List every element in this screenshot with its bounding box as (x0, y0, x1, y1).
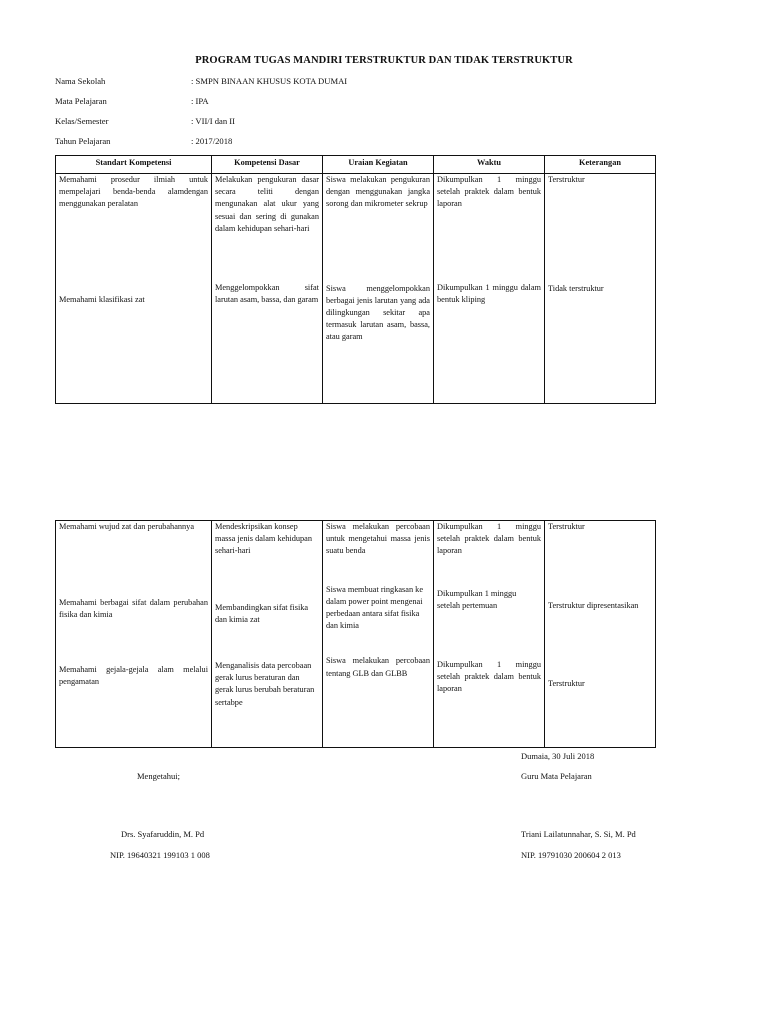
meta-value: : SMPN BINAAN KHUSUS KOTA DUMAI (191, 76, 348, 86)
meta-label: Mata Pelajaran (55, 96, 107, 106)
meta-label: Kelas/Semester (55, 116, 109, 126)
header-waktu: Waktu (434, 156, 545, 174)
cell-text: Siswa menggelompokkan berbagai jenis larutan yang ada dilingkungan sekitar apa termasuk larutan asam, bassa, atau garam (326, 283, 430, 342)
meta-value: : IPA (191, 96, 209, 106)
table-cell (212, 174, 323, 404)
cell-text: Tidak terstruktur (548, 284, 604, 294)
tasks-table-part-2 (55, 520, 656, 748)
cell-text: Memahami berbagai sifat dalam perubahan fisika dan kimia (59, 598, 208, 620)
cell-text: Siswa melakukan percobaan tentang GLB dan GLBB (326, 656, 430, 678)
document-title: PROGRAM TUGAS MANDIRI TERSTRUKTUR DAN TIDAK TERSTRUKTUR (195, 55, 573, 66)
table-row (56, 174, 656, 404)
cell-text: Memahami klasifikasi zat (59, 294, 145, 304)
cell-text: Menggelompokkan sifat larutan asam, bassa, dan garam (215, 283, 319, 305)
cell-text: Siswa membuat ringkasan ke dalam power point mengenai perbedaan antara sifat fisika dan kimia (326, 584, 424, 631)
cell-text: Mendeskripsikan konsep massa jenis dalam kehidupan sehari-hari (215, 522, 313, 556)
cell-text: Menganalisis data percobaan gerak lurus beraturan dan gerak lurus berubah beraturan sertabpe (215, 661, 315, 707)
cell-text: Terstruktur (548, 175, 585, 184)
cell-text: Memahami gejala-gejala alam melalui pengamatan (59, 664, 208, 686)
cell-text: Memahami prosedur ilmiah untuk mempelajari benda-benda alamdengan menggunakan peralatan (59, 175, 208, 209)
table-cell (323, 174, 434, 404)
cell-text: Dikumpulkan 1 minggu setelah praktek dalam bentuk laporan (437, 175, 541, 209)
cell-text: Siswa melakukan pengukuran dengan menggunakan jangka sorong dan mikrometer sekrup (326, 175, 430, 209)
cell-text: Dikumpulkan 1 minggu dalam bentuk kliping (437, 282, 541, 304)
tasks-table-part-1 (55, 155, 656, 404)
cell-text: Melakukan pengukuran dasar secara teliti dengan mengunakan alat ukur yang sesuai dan sering di gunakan dalam kehidupan sehari-hari (215, 175, 319, 233)
right-signatory-nip: NIP. 19791030 200604 2 013 (521, 850, 621, 860)
table-cell (434, 521, 545, 748)
table-cell (545, 174, 656, 404)
cell-text: Membandingkan sifat fisika dan kimia zat (215, 602, 309, 624)
table-cell (434, 174, 545, 404)
left-signature-caption: Mengetahui; (137, 771, 180, 781)
cell-text: Siswa melakukan percobaan untuk mengetahui massa jenis suatu benda (326, 522, 430, 556)
cell-text: Dikumpulkan 1 minggu setelah praktek dalam bentuk laporan (437, 522, 541, 556)
left-signatory-nip: NIP. 19640321 199103 1 008 (110, 850, 210, 860)
header-uraian-kegiatan: Uraian Kegiatan (323, 156, 434, 174)
right-signatory-name: Triani Lailatunnahar, S. Si, M. Pd (521, 829, 636, 839)
right-signature-caption: Guru Mata Pelajaran (521, 771, 592, 781)
cell-text: Terstruktur dipresentasikan (548, 601, 639, 611)
table-row (56, 521, 656, 748)
table-header-row (56, 156, 656, 174)
cell-text: Memahami wujud zat dan perubahannya (59, 522, 195, 531)
cell-text: Terstruktur (548, 679, 585, 689)
table-cell (56, 521, 212, 748)
meta-label: Nama Sekolah (55, 76, 106, 86)
cell-text: Terstruktur (548, 522, 585, 531)
meta-label: Tahun Pelajaran (55, 136, 111, 146)
table-cell (545, 521, 656, 748)
meta-value: : VII/I dan II (191, 116, 235, 126)
table-cell (212, 521, 323, 748)
left-signatory-name: Drs. Syafaruddin, M. Pd (121, 829, 205, 839)
table-cell (323, 521, 434, 748)
meta-value: : 2017/2018 (191, 136, 233, 146)
header-keterangan: Keterangan (545, 156, 656, 174)
table-cell (56, 174, 212, 404)
cell-text: Dikumpulkan 1 minggu setelah pertemuan (437, 588, 517, 610)
header-standar-kompetensi: Standart Kompetensi (56, 156, 212, 174)
header-kompetensi-dasar: Kompetensi Dasar (212, 156, 323, 174)
place-date: Dumaia, 30 Juli 2018 (521, 751, 595, 761)
cell-text: Dikumpulkan 1 minggu setelah praktek dalam bentuk laporan (437, 660, 541, 694)
